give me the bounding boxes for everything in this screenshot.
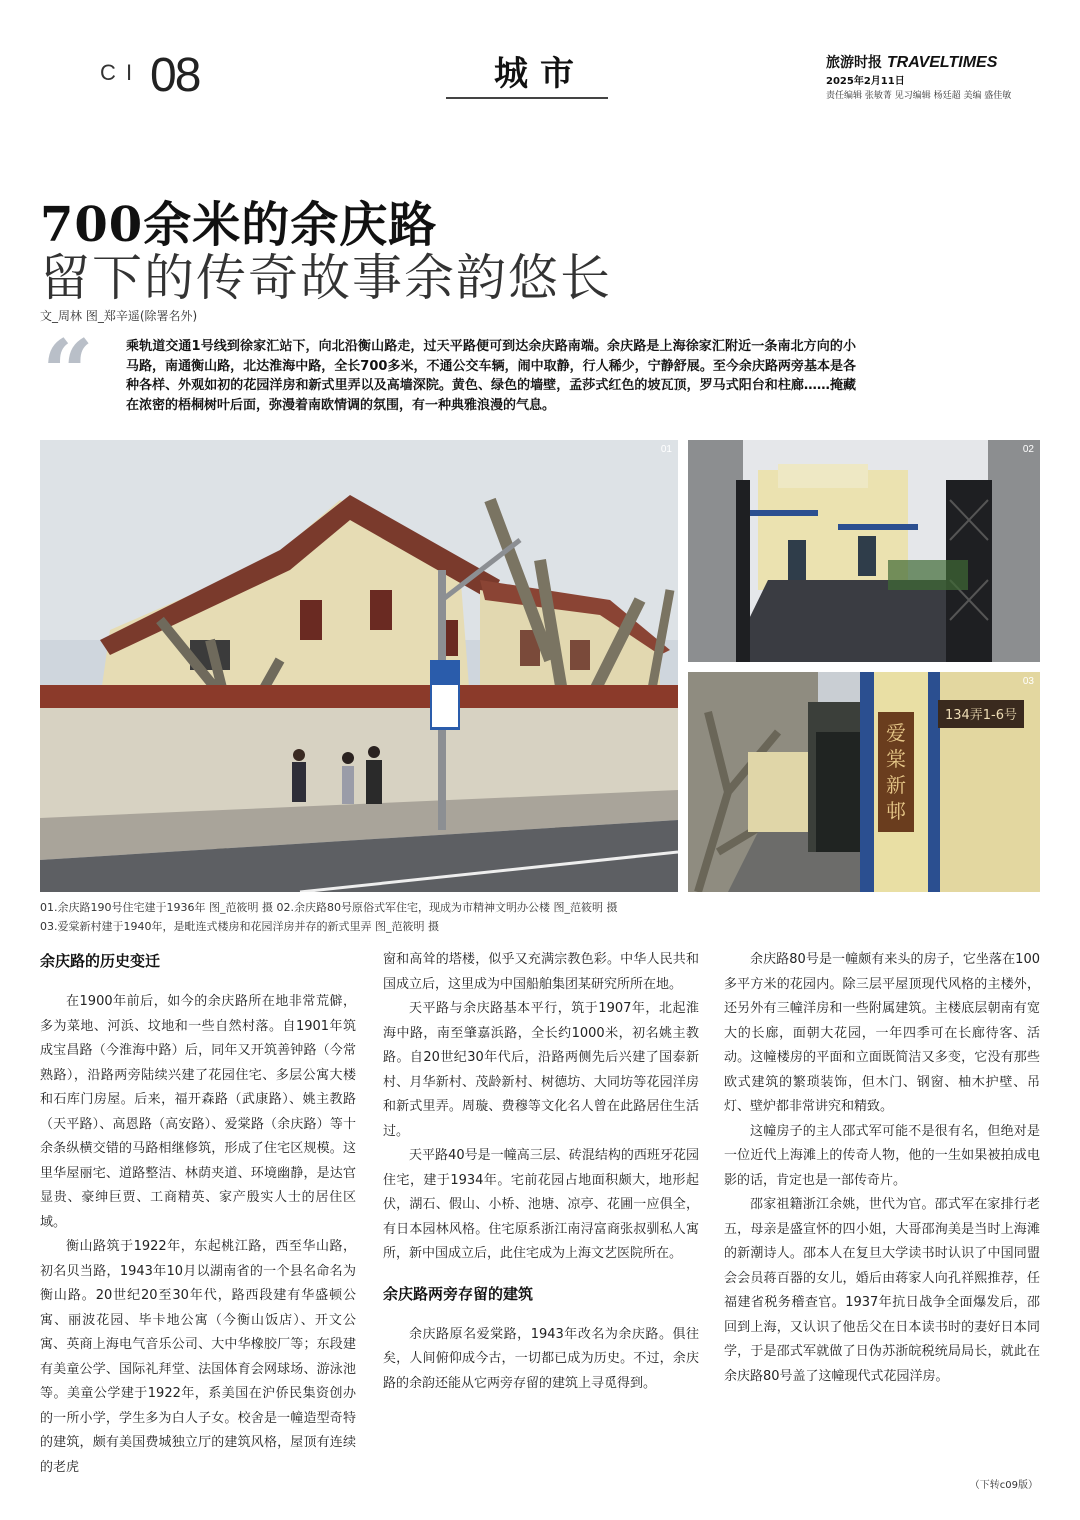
photo-03-illustration: [688, 672, 1040, 892]
section-title: 城市: [494, 54, 586, 94]
section-underline: [446, 97, 608, 99]
paragraph: 邵家祖籍浙江余姚，世代为官。邵式军在家排行老五，母亲是盛宣怀的四小姐，大哥邵洵美是当时上海滩的新潮诗人。邵本人在复旦大学读书时认识了中国同盟会会员蒋百器的女儿，婚后由蒋家人向孔祥熙推荐，任福建省税务稽查官。1937年抗日战争全面爆发后，邵回到上海，又认识了他岳父在日本读书时的妻好日本同学，于是邵式军就做了日伪苏浙皖税统局局长，就此在余庆路80号盖了这幢现代式花园洋房。: [724, 1197, 1040, 1384]
paragraph: 这幢房子的主人邵式军可能不是很有名，但绝对是一位近代上海滩上的传奇人物，他的一生如果被拍成电影的话，肯定也是一部传奇片。: [724, 1123, 1040, 1188]
photo-02-house-80: [688, 440, 1040, 662]
page-label: C I: [100, 60, 135, 85]
photo-01-house-190: [40, 440, 678, 892]
paragraph: 天平路与余庆路基本平行，筑于1907年，北起淮海中路，南至肇嘉浜路，全长约1000米，初名姚主教路。自20世纪30年代后，沿路两侧先后兴建了国泰新村、月华新村、茂龄新村、树德坊、大同坊等花园洋房和新式里弄。周璇、费穆等文化名人曾在此路居住生活过。: [383, 1001, 699, 1139]
editor-credits: 责任编辑 张敏菁 见习编辑 杨廷超 美编 盛佳敏: [826, 91, 1012, 101]
sign-char-3: 新: [886, 773, 906, 797]
caption-line-2: 03.爱棠新村建于1940年，是毗连式楼房和花园洋房并存的新式里弄 图_范筱明 摄: [40, 920, 439, 933]
subhead-history: 余庆路的历史变迁: [40, 952, 161, 970]
caption-line-1: 01.余庆路190号住宅建于1936年 图_范筱明 摄 02.余庆路80号原俗式军住宅，现成为市精神文明办公楼 图_范筱明 摄: [40, 901, 618, 914]
photo-01-number: 01: [660, 444, 672, 455]
issue-date: 2025年2月11日: [826, 76, 905, 87]
quote-mark-icon: “: [42, 320, 94, 426]
continued-on-notice: （下转c09版）: [969, 1480, 1038, 1491]
paragraph: 衡山路筑于1922年，东起桃江路，西至华山路，初名贝当路，1943年10月以湖南省的一个县名命名为衡山路。20世纪20至30年代，路西段建有华盛顿公寓、丽波花园、毕卡地公寓（今衡山饭店）、开文公寓、英商上海电气音乐公司、大中华橡胶厂等；东段建有美童公学、国际礼拜堂、法国体育会网球场、游泳池等。美童公学建于1922年，系美国在沪侨民集资创办的一所小学，学生多为白人子女。校舍是一幢造型奇特的建筑，颇有美国费城独立厅的建筑风格，屋顶有连续的老虎: [40, 1239, 356, 1475]
paragraph: 余庆路原名爱棠路，1943年改名为余庆路。俱往矣，人间俯仰成今古，一切都已成为历史。不过，余庆路的余韵还能从它两旁存留的建筑上寻觅得到。: [383, 1326, 699, 1391]
body-column-2: [383, 948, 699, 1396]
page-header: [0, 0, 1080, 110]
lede-paragraph: 乘轨道交通1号线到徐家汇站下，向北沿衡山路走，过天平路便可到达余庆路南端。余庆路是上海徐家汇附近一条南北方向的小马路，南通衡山路，北达淮海中路，全长700多米，不通公交车辆，闹中取静，行人稀少，宁静舒展。至今余庆路两旁基本是各种各样、外观如初的花园洋房和新式里弄以及高墙深院。黄色、绿色的墙壁，孟莎式红色的坡瓦顶，罗马式阳台和柱廊……掩藏在浓密的梧桐树叶后面，弥漫着南欧情调的氛围，有一种典雅浪漫的气息。: [126, 339, 856, 413]
page-number: 08: [150, 49, 200, 102]
paragraph: 窗和高耸的塔楼，似乎又充满宗教色彩。中华人民共和国成立后，这里成为中国船舶集团某研究所所在地。: [383, 952, 699, 992]
paragraph: 天平路40号是一幢高三层、砖混结构的西班牙花园住宅，建于1934年。宅前花园占地面积颇大，地形起伏，湖石、假山、小桥、池塘、凉亭、花圃一应俱全，有日本园林风格。住宅原系浙江南浔富商张叔驯私人寓所，新中国成立后，此住宅成为上海文艺医院所在。: [383, 1148, 699, 1261]
paragraph: 余庆路80号是一幢颇有来头的房子，它坐落在100多平方米的花园内。除三层平屋顶现代风格的主楼外，还另外有三幢洋房和一些附属建筑。主楼底层朝南有宽大的长廊，面朝大花园，一年四季可在长廊待客、活动。这幢楼房的平面和立面既简洁又多变，它没有那些欧式建筑的繁琐装饰，但木门、钢窗、柚木护壁、吊灯、壁炉都非常讲究和精致。: [724, 952, 1040, 1114]
byline: 文_周林 图_郑辛遥(除署名外): [40, 309, 198, 323]
house-number-plate: 134弄1-6号: [944, 708, 1018, 723]
paragraph: 在1900年前后，如今的余庆路所在地非常荒僻，多为菜地、河浜、坟地和一些自然村落。自1901年筑成宝昌路（今淮海中路）后，同年又开筑善钟路（今常熟路），沿路两旁陆续兴建了花园住宅、多层公寓大楼和石库门房屋。后来，福开森路（武康路）、姚主教路（天平路）、高恩路（高安路）、爱棠路（余庆路）等十余条纵横交错的马路相继修筑，形成了住宅区规模。这里华屋丽宅、道路整洁、林荫夹道、环境幽静，是达官显贵、豪绅巨贾、工商精英、家产殷实人士的居住区域。: [40, 994, 356, 1230]
photo-03-aitang-lane: [688, 672, 1040, 892]
body-column-3: [724, 948, 1040, 1389]
headline-secondary: 留下的传奇故事余韵悠长: [40, 249, 612, 307]
masthead-en: TRAVELTIMES: [886, 54, 998, 71]
subhead-buildings: 余庆路两旁存留的建筑: [383, 1284, 534, 1303]
headline-primary: 700余米的余庆路: [40, 197, 438, 253]
sign-char-4: 邨: [886, 799, 906, 823]
photo-02-illustration: [688, 440, 1040, 662]
masthead-cn: 旅游时报: [826, 55, 882, 71]
masthead: [826, 52, 997, 72]
photo-03-number: 03: [1022, 676, 1034, 687]
photo-02-number: 02: [1022, 444, 1034, 455]
sign-char-1: 爱: [886, 721, 906, 745]
photo-01-illustration: [40, 440, 678, 892]
sign-char-2: 棠: [886, 747, 906, 771]
body-column-1: [40, 948, 356, 1480]
